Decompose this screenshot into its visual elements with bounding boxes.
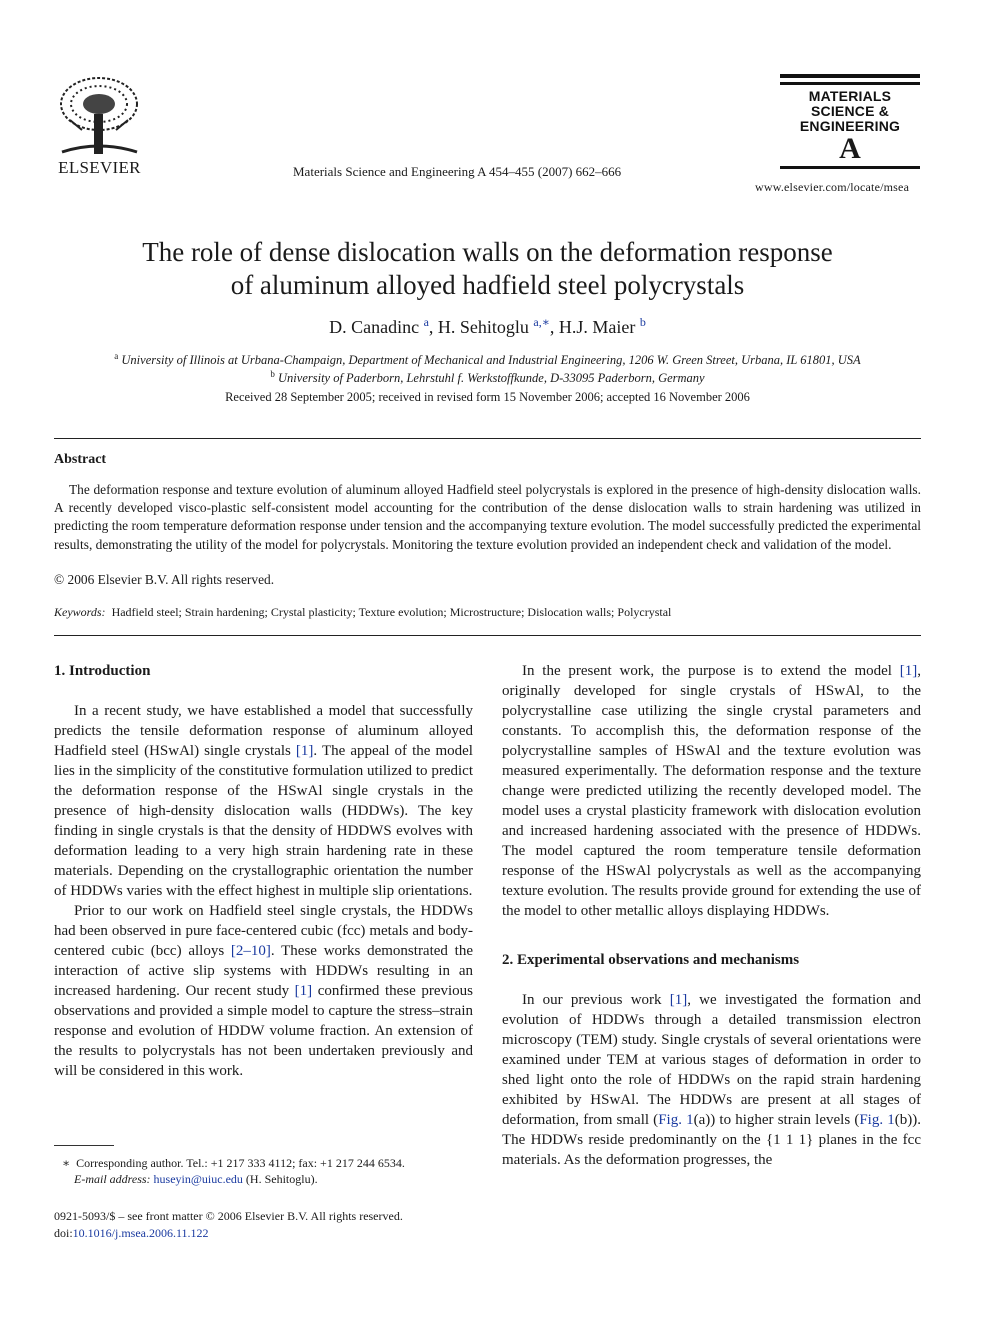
email-link[interactable]: huseyin@uiuc.edu bbox=[153, 1172, 243, 1186]
section-heading-introduction: 1. Introduction bbox=[54, 663, 151, 679]
left-column bbox=[54, 661, 473, 1081]
right-column bbox=[502, 661, 921, 1170]
intro-paragraph-1: In a recent study, we have established a model that successfully predicts the tensile deformation response of aluminum alloyed Hadfield steel (HSwAl) single crystals [1]. The appeal of the model lies in the simplicity of the constitutive formulation utilized to predict the deformation response of the HSwAl single crystals in the presence of high-density dislocation walls (HDDWs). The key finding in single crystals is that the density of HDDWS evolves with deformation leading to a very high strain hardening rate in these materials. Depending on the crystallographic orientation the number of HDDWs varies with the effect highest in multiple slip orientations. bbox=[54, 703, 473, 899]
abstract-copyright: © 2006 Elsevier B.V. All rights reserved. bbox=[54, 572, 275, 587]
title-line-2: of aluminum alloyed hadfield steel polycrystals bbox=[230, 270, 745, 300]
divider bbox=[54, 438, 921, 439]
journal-logo-line-3: ENGINEERING bbox=[799, 118, 901, 134]
affiliation-b: $^b$ University of Paderborn, Lehrstuhl f. Werkstoffkunde, D-33095 Paderborn, Germany bbox=[270, 369, 705, 386]
author-list: D. Canadinc $^a$, H. Sehitoglu $^{a,∗}$, H.J. Maier $^b$ bbox=[329, 315, 646, 337]
author-name: D. Canadinc bbox=[329, 317, 420, 337]
journal-logo-letter: A bbox=[839, 132, 861, 165]
author-affiliation-mark[interactable]: b bbox=[639, 315, 646, 329]
journal-url[interactable]: www.elsevier.com/locate/msea bbox=[755, 180, 910, 194]
footnote-divider bbox=[54, 1145, 114, 1146]
intro-paragraph-2: Prior to our work on Hadfield steel single crystals, the HDDWs had been observed in pure face-centered cubic (fcc) metals and body-centered cubic (bcc) alloys [2–10]. These works demonstrated the interaction of active slip systems with HDDWs resulting in an increased hardening. Our recent study [1] confirmed these previous observations and provided a simple model to capture the stress–strain response and evolution of HDDW volume fraction. An extension of the results to polycrystals has not been undertaken previously and will be considered in this work. bbox=[54, 903, 473, 1079]
author-affiliation-mark[interactable]: a bbox=[423, 315, 429, 329]
journal-logo bbox=[780, 74, 922, 174]
affiliation-a: $^a$ University of Illinois at Urbana-Champaign, Department of Mechanical and Industrial Engineering, 1206 W. Green Street, Urbana, IL 61801, USA bbox=[114, 351, 861, 368]
issn-line: 0921-5093/$ – see front matter © 2006 Elsevier B.V. All rights reserved. bbox=[54, 1209, 403, 1223]
citation-link[interactable]: [1] bbox=[294, 983, 313, 999]
doi-line: doi:10.1016/j.msea.2006.11.122 bbox=[54, 1226, 209, 1240]
article-title bbox=[0, 236, 975, 302]
journal-logo-line-1: MATERIALS bbox=[808, 88, 892, 104]
abstract-text: The deformation response and texture evolution of aluminum alloyed Hadfield steel polycrystals is explored in the presence of high-density dislocation walls. A recently developed visco-plastic self-consistent model accounting for the contribution of the dense dislocation walls to strain hardening was utilized in predicting the room temperature deformation response under tension and the accompanying texture evolution. The model successfully predicted the experimental results, demonstrating the utility of the model for polycrystals. Monitoring the texture evolution provided an independent check and validation of the model. bbox=[54, 482, 921, 552]
keywords bbox=[54, 605, 671, 620]
citation-link[interactable]: [1] bbox=[669, 992, 688, 1008]
figure-link[interactable]: Fig. 1 bbox=[859, 1112, 895, 1128]
author-affiliation-mark[interactable]: a,∗ bbox=[533, 315, 550, 329]
publisher-name: ELSEVIER bbox=[58, 158, 141, 177]
corresponding-author-footnote: ∗ Corresponding author. Tel.: +1 217 333 4112; fax: +1 217 244 6534. bbox=[62, 1156, 405, 1170]
intro-paragraph-3: In the present work, the purpose is to extend the model [1], originally developed for single crystals of HSwAl, to the polycrystalline case utilizing the single crystal parameters and constants. To accomplish this, the deformation response of the polycrystalline samples of HSwAl and the texture evolution was measured experimentally. The deformation response and the texture change were predicted utilizing the recently developed model. The model uses a crystal plasticity framework with dislocation evolution and increased hardening associated with the presence of HDDWs. The model captured the room temperature tensile deformation response of the HSwAl polycrystals as well as the accompanying texture evolution. The results provide ground for extending the use of the model to other metallic alloys displaying HDDWs. bbox=[502, 663, 921, 919]
elsevier-tree-icon bbox=[52, 74, 147, 158]
abstract-heading: Abstract bbox=[54, 452, 107, 467]
email-label: E-mail address: bbox=[74, 1172, 151, 1186]
section-heading-experimental: 2. Experimental observations and mechanisms bbox=[502, 952, 800, 968]
title-line-1: The role of dense dislocation walls on the deformation response bbox=[142, 237, 833, 267]
doi-link[interactable]: 10.1016/j.msea.2006.11.122 bbox=[72, 1226, 209, 1240]
citation-link[interactable]: [1] bbox=[295, 743, 314, 759]
author-name: H.J. Maier bbox=[558, 317, 636, 337]
keywords-list: Hadfield steel; Strain hardening; Crystal plasticity; Texture evolution; Microstructure; Dislocation walls; Polycrystal bbox=[111, 605, 672, 619]
journal-reference: Materials Science and Engineering A 454–455 (2007) 662–666 bbox=[293, 164, 622, 179]
author-name: H. Sehitoglu bbox=[437, 317, 529, 337]
email-footnote: E-mail address: huseyin@uiuc.edu (H. Sehitoglu). bbox=[74, 1172, 318, 1186]
figure-link[interactable]: Fig. 1 bbox=[658, 1112, 694, 1128]
experimental-paragraph-1: In our previous work [1], we investigated the formation and evolution of HDDWs through a detailed transmission electron microscopy (TEM) study. Single crystals of several orientations were examined under TEM at various stages of deformation in order to shed light onto the role of HDDWs on the rapid strain hardening exhibited by HSwAl. The HDDWs are present at all stages of deformation, from small (Fig. 1(a)) to higher strain levels (Fig. 1(b)). The HDDWs reside predominantly on the {1 1 1} planes in the fcc materials. As the deformation progresses, the bbox=[502, 992, 921, 1168]
citation-link[interactable]: [2–10] bbox=[230, 943, 271, 959]
citation-link[interactable]: [1] bbox=[899, 663, 918, 679]
front-matter bbox=[54, 1208, 403, 1242]
divider bbox=[54, 635, 921, 636]
received-dates: Received 28 September 2005; received in revised form 15 November 2006; accepted 16 November 2006 bbox=[225, 390, 750, 404]
journal-logo-line-2: SCIENCE & bbox=[810, 103, 890, 119]
keywords-label: Keywords: bbox=[54, 605, 106, 619]
